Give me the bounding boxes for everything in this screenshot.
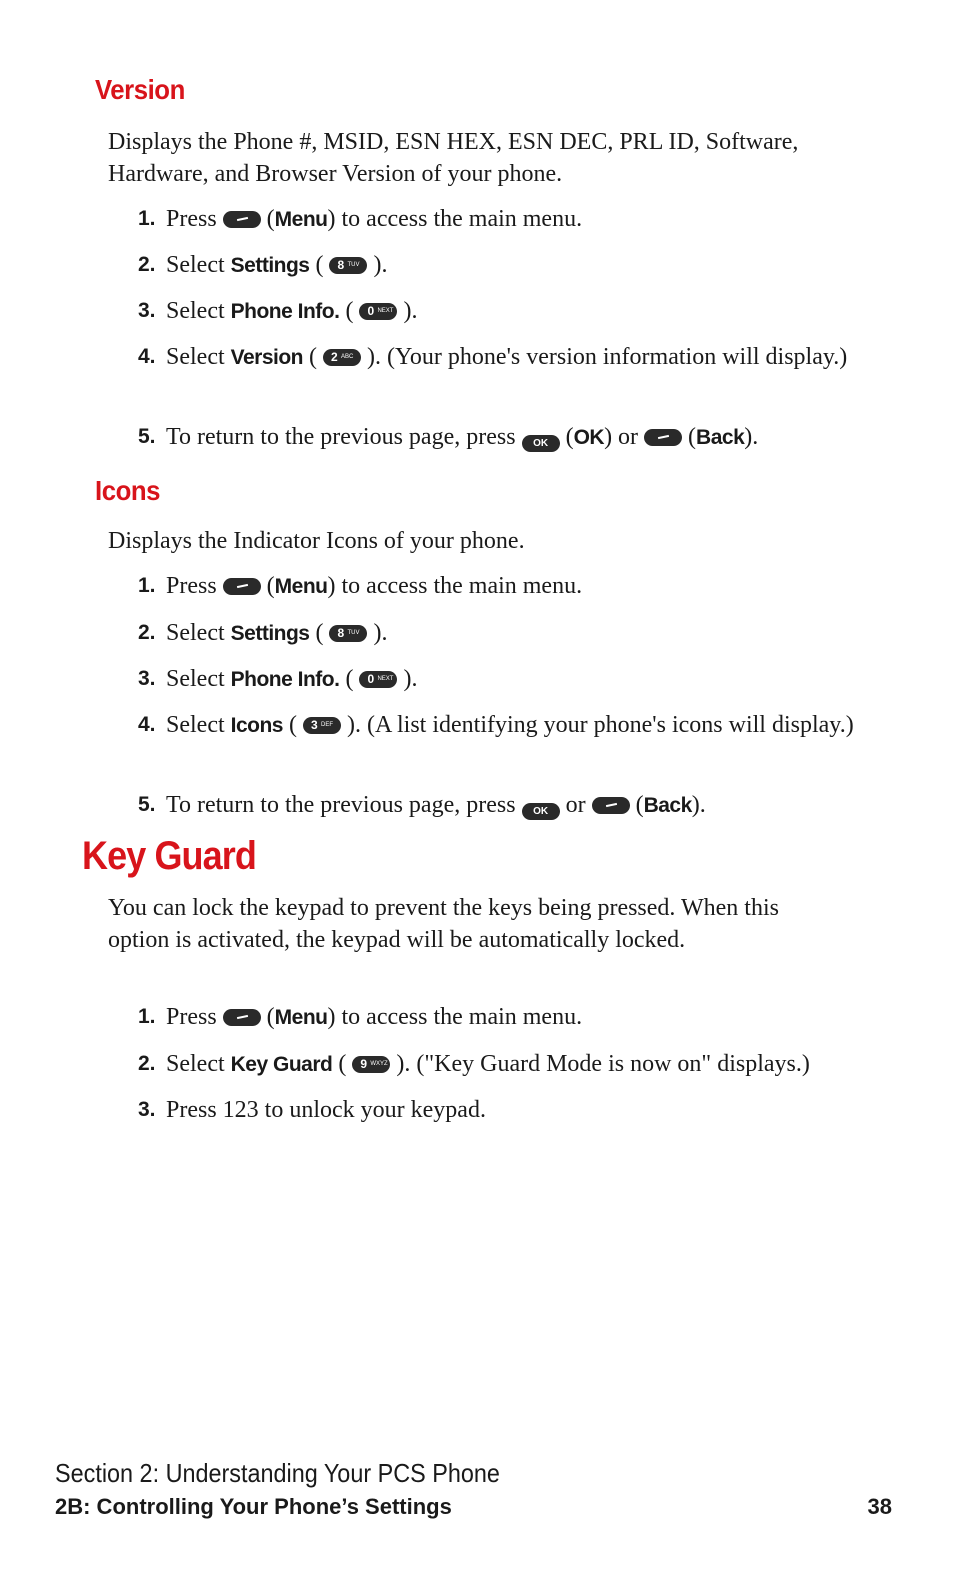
- list-item: 5. To return to the previous page, press OK (OK) or (Back).: [138, 424, 759, 450]
- footer-section-title: Section 2: Understanding Your PCS Phone: [55, 1458, 500, 1488]
- list-item: 3. Select Phone Info. ( 0 NEXT ).: [138, 666, 418, 692]
- key-0-icon: 0 NEXT: [359, 303, 397, 320]
- section-heading-version: Version: [95, 74, 185, 105]
- list-item: 4. Select Icons ( 3 DEF ). (A list identifying your phone's icons will display.): [138, 712, 854, 738]
- back-softkey-icon: [592, 797, 630, 814]
- menu-softkey-icon: [223, 211, 261, 228]
- key-0-icon: 0 NEXT: [359, 671, 397, 688]
- key-guard-intro: You can lock the keypad to prevent the keys being pressed. When this option is activated, the keypad will be automatically locked.: [108, 895, 779, 953]
- version-intro: Displays the Phone #, MSID, ESN HEX, ESN DEC, PRL ID, Software, Hardware, and Browser Version of your phone.: [108, 129, 799, 187]
- section-heading-key-guard: Key Guard: [82, 834, 256, 878]
- key-8-icon: 8 TUV: [329, 625, 367, 642]
- list-item: 3. Select Phone Info. ( 0 NEXT ).: [138, 298, 418, 324]
- list-item: 2. Select Key Guard ( 9 WXYZ ). ("Key Guard Mode is now on" displays.): [138, 1051, 810, 1077]
- list-item: 1. Press (Menu) to access the main menu.: [138, 573, 583, 599]
- list-item: 2. Select Settings ( 8 TUV ).: [138, 252, 388, 278]
- list-item: 4. Select Version ( 2 ABC ). (Your phone's version information will display.): [138, 344, 848, 370]
- footer-chapter-title: 2B: Controlling Your Phone’s Settings: [55, 1494, 452, 1519]
- menu-softkey-icon: [223, 578, 261, 595]
- ok-key-icon: OK: [522, 435, 560, 452]
- list-item: 2. Select Settings ( 8 TUV ).: [138, 620, 388, 646]
- key-9-icon: 9 WXYZ: [352, 1056, 390, 1073]
- key-2-icon: 2 ABC: [323, 349, 361, 366]
- page-number: 38: [867, 1494, 892, 1519]
- ok-key-icon: OK: [522, 803, 560, 820]
- section-heading-icons: Icons: [95, 475, 160, 506]
- key-3-icon: 3 DEF: [303, 717, 341, 734]
- list-item: 1. Press (Menu) to access the main menu.: [138, 206, 583, 232]
- list-item: 1. Press (Menu) to access the main menu.: [138, 1004, 583, 1030]
- list-item: 5. To return to the previous page, press OK or (Back).: [138, 792, 706, 818]
- list-item: 3. Press 123 to unlock your keypad.: [138, 1097, 486, 1123]
- back-softkey-icon: [644, 429, 682, 446]
- menu-softkey-icon: [223, 1009, 261, 1026]
- key-8-icon: 8 TUV: [329, 257, 367, 274]
- icons-intro: Displays the Indicator Icons of your phone.: [108, 528, 525, 554]
